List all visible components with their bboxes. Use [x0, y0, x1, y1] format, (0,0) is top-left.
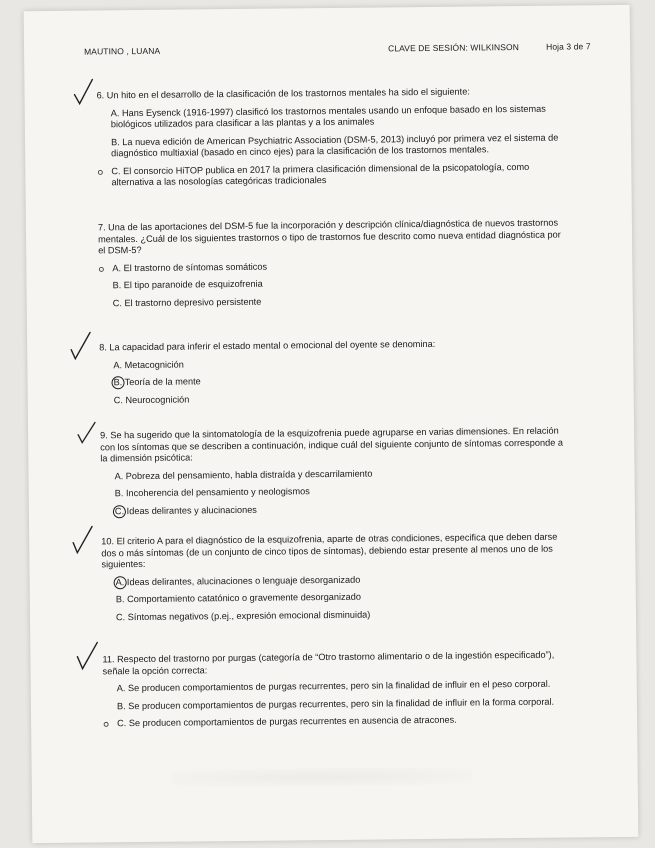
option-c: C. Síntomas negativos (p.ej., expresión emocional disminuida) [115, 609, 371, 622]
question-stem: 10. El criterio A para el diagnóstico de la esquizofrenia, aparte de otras condiciones, especifica que deben darse dos o más síntomas (de un conjunto de cinco tipos de síntomas), debiendo estar presente al menos uno de los siguientes: [101, 531, 558, 570]
question-stem: 11. Respecto del trastorno por purgas (categoría de “Otro trastorno alimentario o de la ingestión especificado”), señale la opción correcta: [102, 649, 555, 676]
option-c [103, 713, 573, 729]
option-a [102, 572, 572, 588]
option-c-text: C. Ideas delirantes y alucinaciones [114, 504, 257, 516]
question-stem: 9. Se ha sugerido que la sintomatología de la esquizofrenia puede agruparse en varias dimensiones. En relación con los síntomas que se describen a continuación, indique cuál del siguiente conjunto de síntomas corresponde a la dimensión psicótica: [100, 425, 563, 464]
option-c: C. Neurocognición [113, 393, 190, 405]
option-c [101, 501, 571, 517]
option-b: B. Incoherencia del pensamiento y neologismos [114, 486, 310, 499]
student-name: MAUTINO , LUANA [84, 45, 161, 57]
option-b-text: B. Teoría de la mente [113, 376, 201, 388]
pencil-mark-icon [103, 721, 109, 727]
handwritten-check-icon [69, 333, 91, 361]
option-c-text: C. Se producen comportamientos de purgas recurrentes en ausencia de atracones. [117, 714, 457, 729]
question-10 [101, 531, 572, 623]
handwritten-check-icon [76, 642, 98, 670]
selected-answer-circle-icon [111, 376, 124, 389]
option-c-text: C. El consorcio HiTOP publica en 2017 la primera clasificación dimensional de la psicopatología, como alternativa a las nosologías categóricas tradicionales [111, 161, 530, 188]
question-stem: 7. Una de las aportaciones del DSM-5 fue la incorporación y descripción clínica/diagnóstica de nuevos trastornos mentales. ¿Cuál de los siguientes trastornos o tipo de trastornos fue descrito como nueva entidad diagnóstica por el DSM-5? [97, 217, 561, 256]
selected-answer-circle-icon [113, 505, 126, 518]
question-11 [102, 649, 573, 729]
option-b: B. Se producen comportamientos de purgas recurrentes, pero sin la finalidad de influir en la forma corporal. [116, 696, 555, 711]
option-a: A. Se producen comportamientos de purgas recurrentes, pero sin la finalidad de influir en el peso corporal. [116, 678, 551, 694]
option-b: B. El tipo paranoide de esquizofrenia [112, 278, 263, 291]
question-stem: 6. Un hito en el desarrollo de la clasificación de los trastornos mentales ha sido el siguiente: [96, 86, 470, 101]
question-8 [99, 338, 570, 407]
option-a [98, 258, 568, 274]
exam-sheet [24, 5, 639, 843]
session-key: CLAVE DE SESIÓN: WILKINSON [388, 42, 520, 54]
option-b: B. La nueva edición de American Psychiatric Association (DSM-5, 2013) incluyó por primera vez el sistema de diagnóstico multiaxial (basado en cinco ejes) para la clasificación de los trastornos mentales. [110, 132, 559, 159]
page-header [84, 41, 604, 60]
option-a-text: A. Ideas delirantes, alucinaciones o lenguaje desorganizado [115, 574, 361, 587]
option-b: B. Comportamiento catatónico o gravemente desorganizado [115, 591, 362, 605]
question-7 [98, 218, 569, 310]
option-a-text: A. El trastorno de síntomas somáticos [112, 261, 268, 273]
handwritten-check-icon [71, 526, 93, 554]
option-a: A. Hans Eysenck (1916-1997) clasificó los trastornos mentales usando un enfoque basado en los sistemas biológicos utilizados para clasificar a las plantas y a los animales [110, 103, 546, 130]
question-9 [100, 425, 571, 517]
question-stem: 8. La capacidad para inferir el estado mental o emocional del oyente se denomina: [99, 338, 436, 353]
option-a: A. Pobreza del pensamiento, habla distraída y descarrilamiento [114, 468, 373, 481]
option-c: C. El trastorno depresivo persistente [112, 296, 262, 308]
handwritten-check-icon [76, 420, 98, 448]
pencil-mark-icon [98, 266, 104, 272]
option-a: A. Metacognición [113, 359, 184, 370]
handwritten-check-icon [72, 78, 94, 106]
option-c [97, 161, 567, 189]
page-number: Hoja 3 de 7 [546, 41, 591, 52]
pencil-mark-icon [97, 169, 103, 175]
paper-smudge [172, 767, 472, 788]
question-6 [96, 86, 567, 189]
selected-answer-circle-icon [114, 576, 127, 589]
option-b [99, 372, 569, 388]
